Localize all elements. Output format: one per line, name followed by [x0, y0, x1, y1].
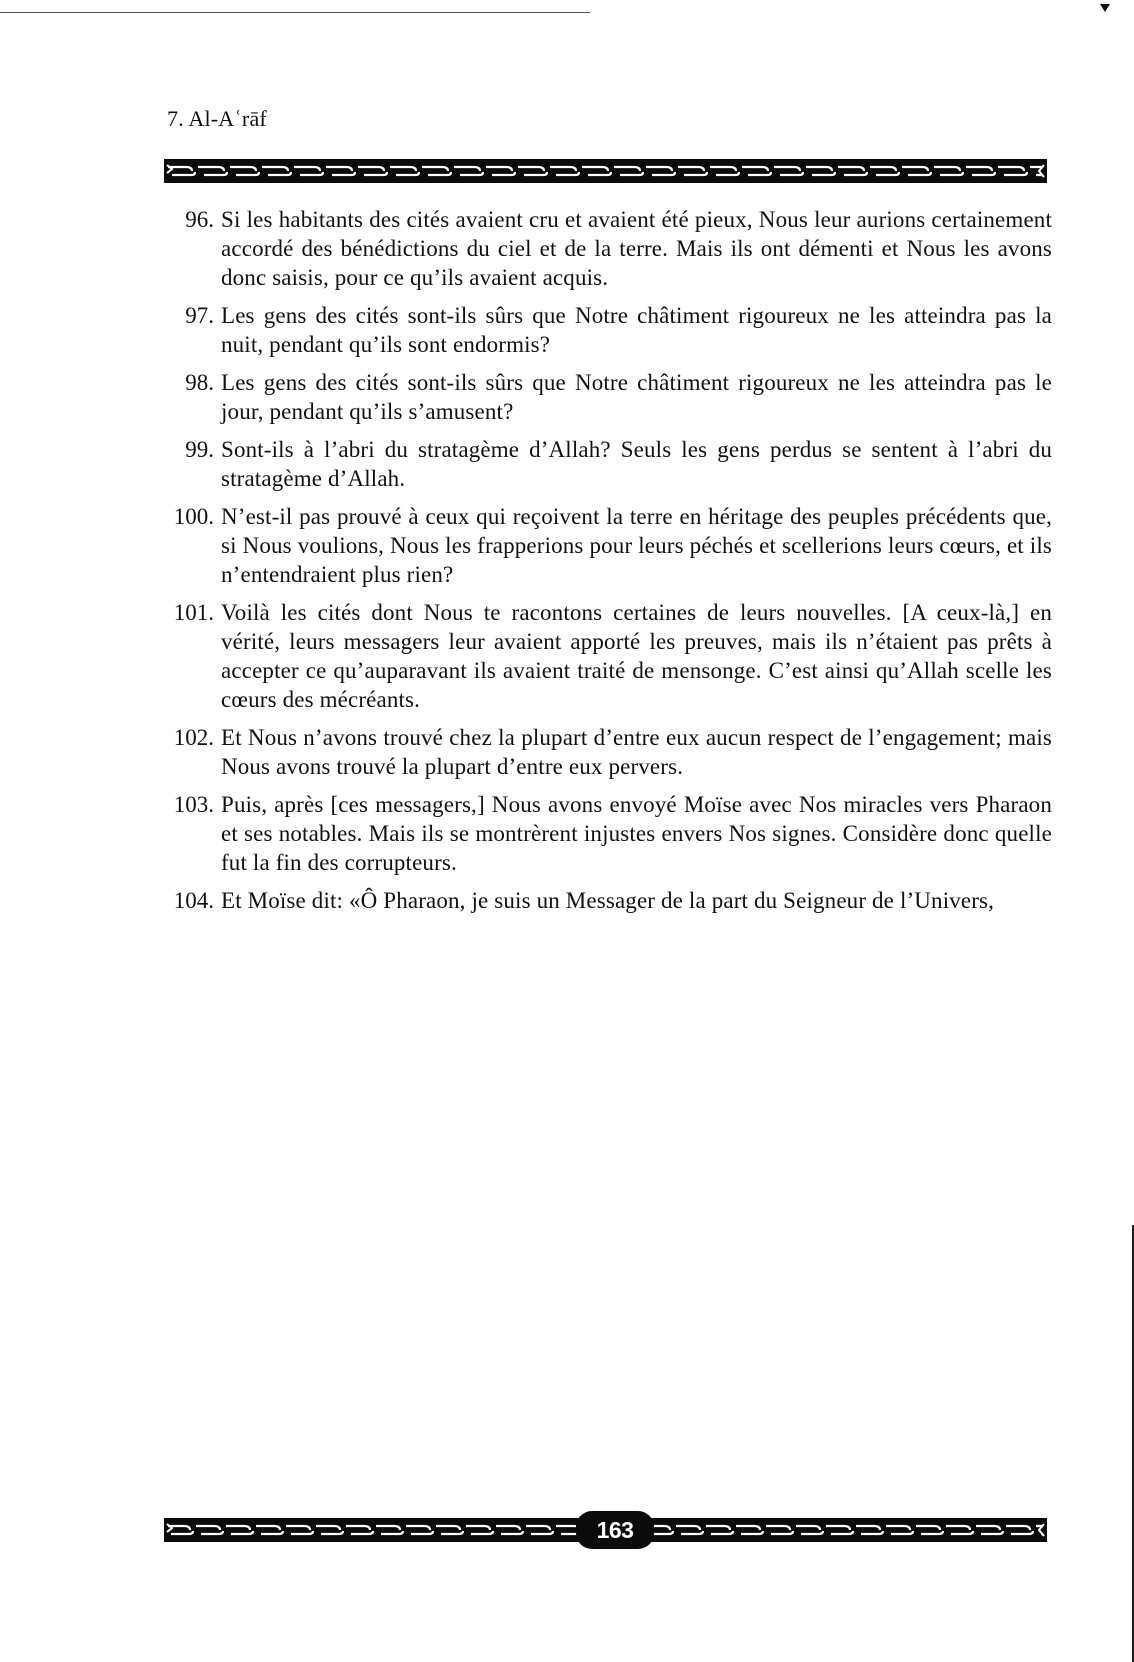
top-rule [0, 12, 590, 13]
verse-text: N’est-il pas prouvé à ceux qui reçoivent la terre en héritage des peuples précédents que, si Nous voulions, Nous les frapperions pour leurs péchés et scellerions leurs cœurs, et ils n’entendraient plus rien? [221, 504, 1052, 587]
verse-item [160, 502, 1052, 589]
verse-number: 99. [185, 437, 214, 462]
verse-number: 98. [185, 370, 214, 395]
verse-item [160, 368, 1052, 426]
verse-text: Les gens des cités sont-ils sûrs que Notre châtiment rigoureux ne les atteindra pas la nuit, pendant qu’ils sont endormis? [221, 303, 1052, 357]
verse-item [160, 598, 1052, 714]
verse-number: 97. [185, 303, 214, 328]
verse-item [160, 790, 1052, 877]
page-number: 163 [576, 1511, 654, 1549]
verse-item [160, 723, 1052, 781]
verse-text: Voilà les cités dont Nous te racontons certaines de leurs nouvelles. [A ceux-là,] en vérité, leurs messagers leur avaient apporté les preuves, mais ils n’étaient pas prêts à accepter ce qu’auparavant ils avaient traité de mensonge. C’est ainsi qu’Allah scelle les cœurs des mécréants. [221, 600, 1052, 712]
verse-number: 100. [173, 504, 214, 529]
verse-number: 96. [185, 207, 214, 232]
verse-item [160, 301, 1052, 359]
running-head: 7. Al-Aʿrāf [167, 106, 267, 131]
header-ornament-band [164, 159, 1047, 183]
verse-number: 101. [173, 600, 214, 625]
verse-list [160, 205, 1052, 924]
verse-number: 104. [173, 888, 214, 913]
corner-mark [1100, 4, 1110, 12]
verse-text: Les gens des cités sont-ils sûrs que Notre châtiment rigoureux ne les atteindra pas le jour, pendant qu’ils s’amusent? [221, 370, 1052, 424]
verse-text: Sont-ils à l’abri du stratagème d’Allah? Seuls les gens perdus se sentent à l’abri du stratagème d’Allah. [221, 437, 1052, 491]
verse-number: 102. [173, 725, 214, 750]
verse-item [160, 886, 1052, 915]
verse-text: Et Moïse dit: «Ô Pharaon, je suis un Messager de la part du Seigneur de l’Univers, [221, 888, 995, 913]
verse-text: Et Nous n’avons trouvé chez la plupart d’entre eux aucun respect de l’engagement; mais Nous avons trouvé la plupart d’entre eux pervers. [221, 725, 1052, 779]
verse-item [160, 435, 1052, 493]
verse-number: 103. [173, 792, 214, 817]
verse-item [160, 205, 1052, 292]
verse-text: Puis, après [ces messagers,] Nous avons envoyé Moïse avec Nos miracles vers Pharaon et ses notables. Mais ils se montrèrent injustes envers Nos signes. Considère donc quelle fut la fin des corrupteurs. [221, 792, 1052, 875]
verse-text: Si les habitants des cités avaient cru et avaient été pieux, Nous leur aurions certainement accordé des bénédictions du ciel et de la terre. Mais ils ont démenti et Nous les avons donc saisis, pour ce qu’ils avaient acquis. [221, 207, 1052, 290]
header-ornament-pattern [164, 159, 1047, 183]
